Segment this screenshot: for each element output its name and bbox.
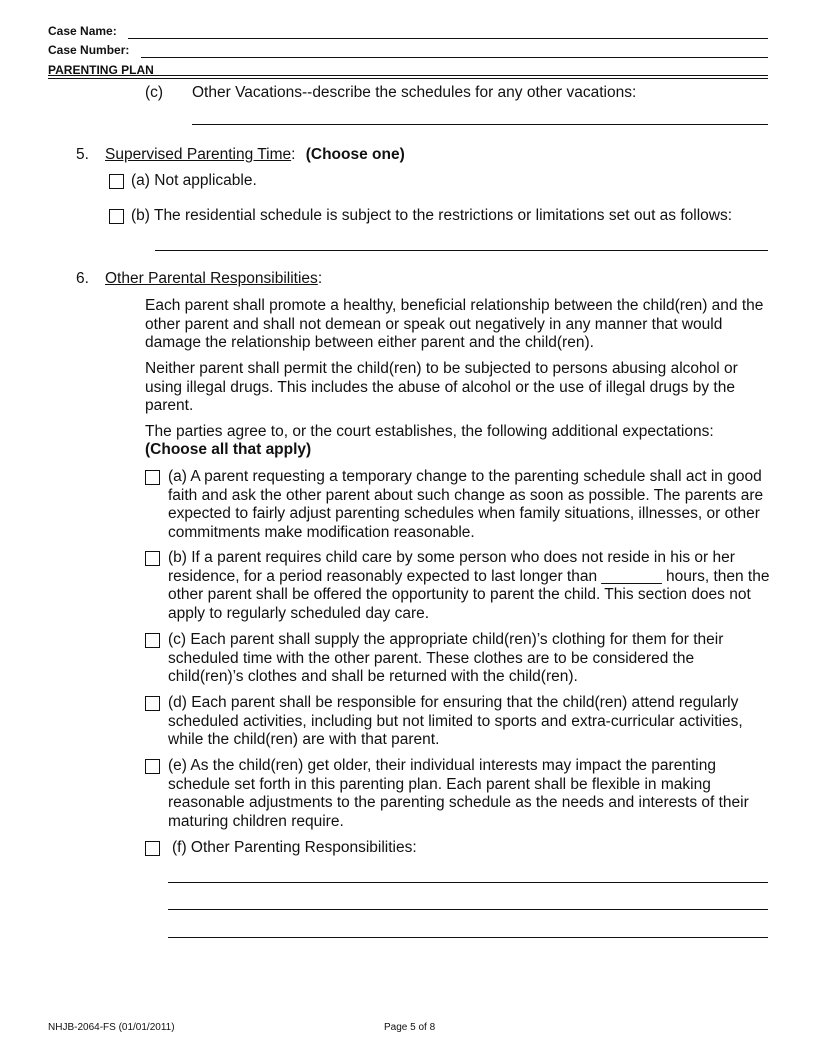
section6-title: Other Parental Responsibilities (105, 270, 318, 287)
item-a-checkbox[interactable] (145, 470, 160, 485)
section6-heading (105, 270, 322, 289)
header-rule-2 (48, 78, 768, 79)
section6-colon: : (317, 270, 323, 287)
item-f-checkbox[interactable] (145, 841, 160, 856)
item-f-text: (f) Other Parenting Responsibilities: (172, 839, 417, 856)
section6-para2: Neither parent shall permit the child(ren) to be subjected to persons abusing alcohol or using illegal drugs. This includes the abuse of alcohol or the use of illegal drugs by the parent. (145, 360, 738, 414)
item-f-blank-1[interactable] (168, 882, 768, 883)
item-e-checkbox[interactable] (145, 759, 160, 774)
case-name-row (48, 24, 117, 38)
item-c-checkbox[interactable] (145, 633, 160, 648)
section6-para1: Each parent shall promote a healthy, beneficial relationship between the child(ren) and the other parent and shall not demean or speak out negatively in any manner that would damage the relationship between either parent and the child(ren). (145, 297, 764, 351)
section5-b-blank[interactable] (155, 250, 768, 251)
item-f-blank-3[interactable] (168, 937, 768, 938)
section5-title: Supervised Parenting Time (105, 146, 292, 163)
section5-instruction: (Choose one) (305, 146, 405, 163)
footer-form-id: NHJB-2064-FS (01/01/2011) (48, 1022, 175, 1033)
case-number-field[interactable] (141, 57, 768, 58)
section5-heading (105, 146, 405, 165)
section6-para3: The parties agree to, or the court establishes, the following additional expectations: (145, 423, 714, 440)
section5-b-checkbox[interactable] (109, 209, 124, 224)
item-c-text: (c) Each parent shall supply the appropriate child(ren)’s clothing for them for their scheduled time with the other parent. These clothes are to be considered the child(ren)’s clothes and shall be returned with the child(ren). (168, 631, 724, 685)
section5-number: 5. (76, 146, 89, 163)
item-d-text: (d) Each parent shall be responsible for ensuring that the child(ren) attend regularly scheduled activities, including but not limited to sports and extra-curricular activities, while the child(ren) are with that parent. (168, 694, 743, 748)
section5-a-checkbox[interactable] (109, 174, 124, 189)
item-b-text: (b) If a parent requires child care by some person who does not reside in his or her residence, for a period reasonably expected to last longer than _______ hours, then the other parent shall be offered the opportunity to parent the child. This section does not apply to regularly scheduled day care. (168, 549, 770, 622)
item-b-checkbox[interactable] (145, 551, 160, 566)
section5-b-label: (b) The residential schedule is subject to the restrictions or limitations set out as follows: (131, 207, 733, 224)
item-f-blank-2[interactable] (168, 909, 768, 910)
section5-a-label: (a) Not applicable. (131, 172, 257, 189)
case-number-row (48, 43, 129, 57)
case-name-label: Case Name: (48, 24, 117, 38)
header-rule-1 (48, 75, 768, 76)
section6-number: 6. (76, 270, 89, 287)
section5-colon: : (291, 146, 296, 163)
vacation-c-text: Other Vacations--describe the schedules for any other vacations: (192, 84, 637, 101)
vacation-c-blank[interactable] (192, 124, 768, 125)
case-number-label: Case Number: (48, 43, 130, 57)
case-name-field[interactable] (128, 38, 768, 39)
item-e-text: (e) As the child(ren) get older, their individual interests may impact the parenting schedule set forth in this parenting plan. Each parent shall be flexible in making reasonable adjustments to the parenting schedule as the needs and interests of their maturing children require. (168, 757, 749, 830)
vacation-c-letter: (c) (145, 84, 164, 101)
form-title: PARENTING PLAN (48, 63, 154, 77)
section6-para3-instruction: (Choose all that apply) (145, 441, 312, 458)
footer-page-number: Page 5 of 8 (384, 1022, 436, 1033)
item-a-text: (a) A parent requesting a temporary change to the parenting schedule shall act in good faith and ask the other parent about such change as soon as possible. The parents are expected to fairly adjust parenting schedules when family situations, illnesses, or other commitments make modification reasonable. (168, 468, 764, 541)
item-d-checkbox[interactable] (145, 696, 160, 711)
